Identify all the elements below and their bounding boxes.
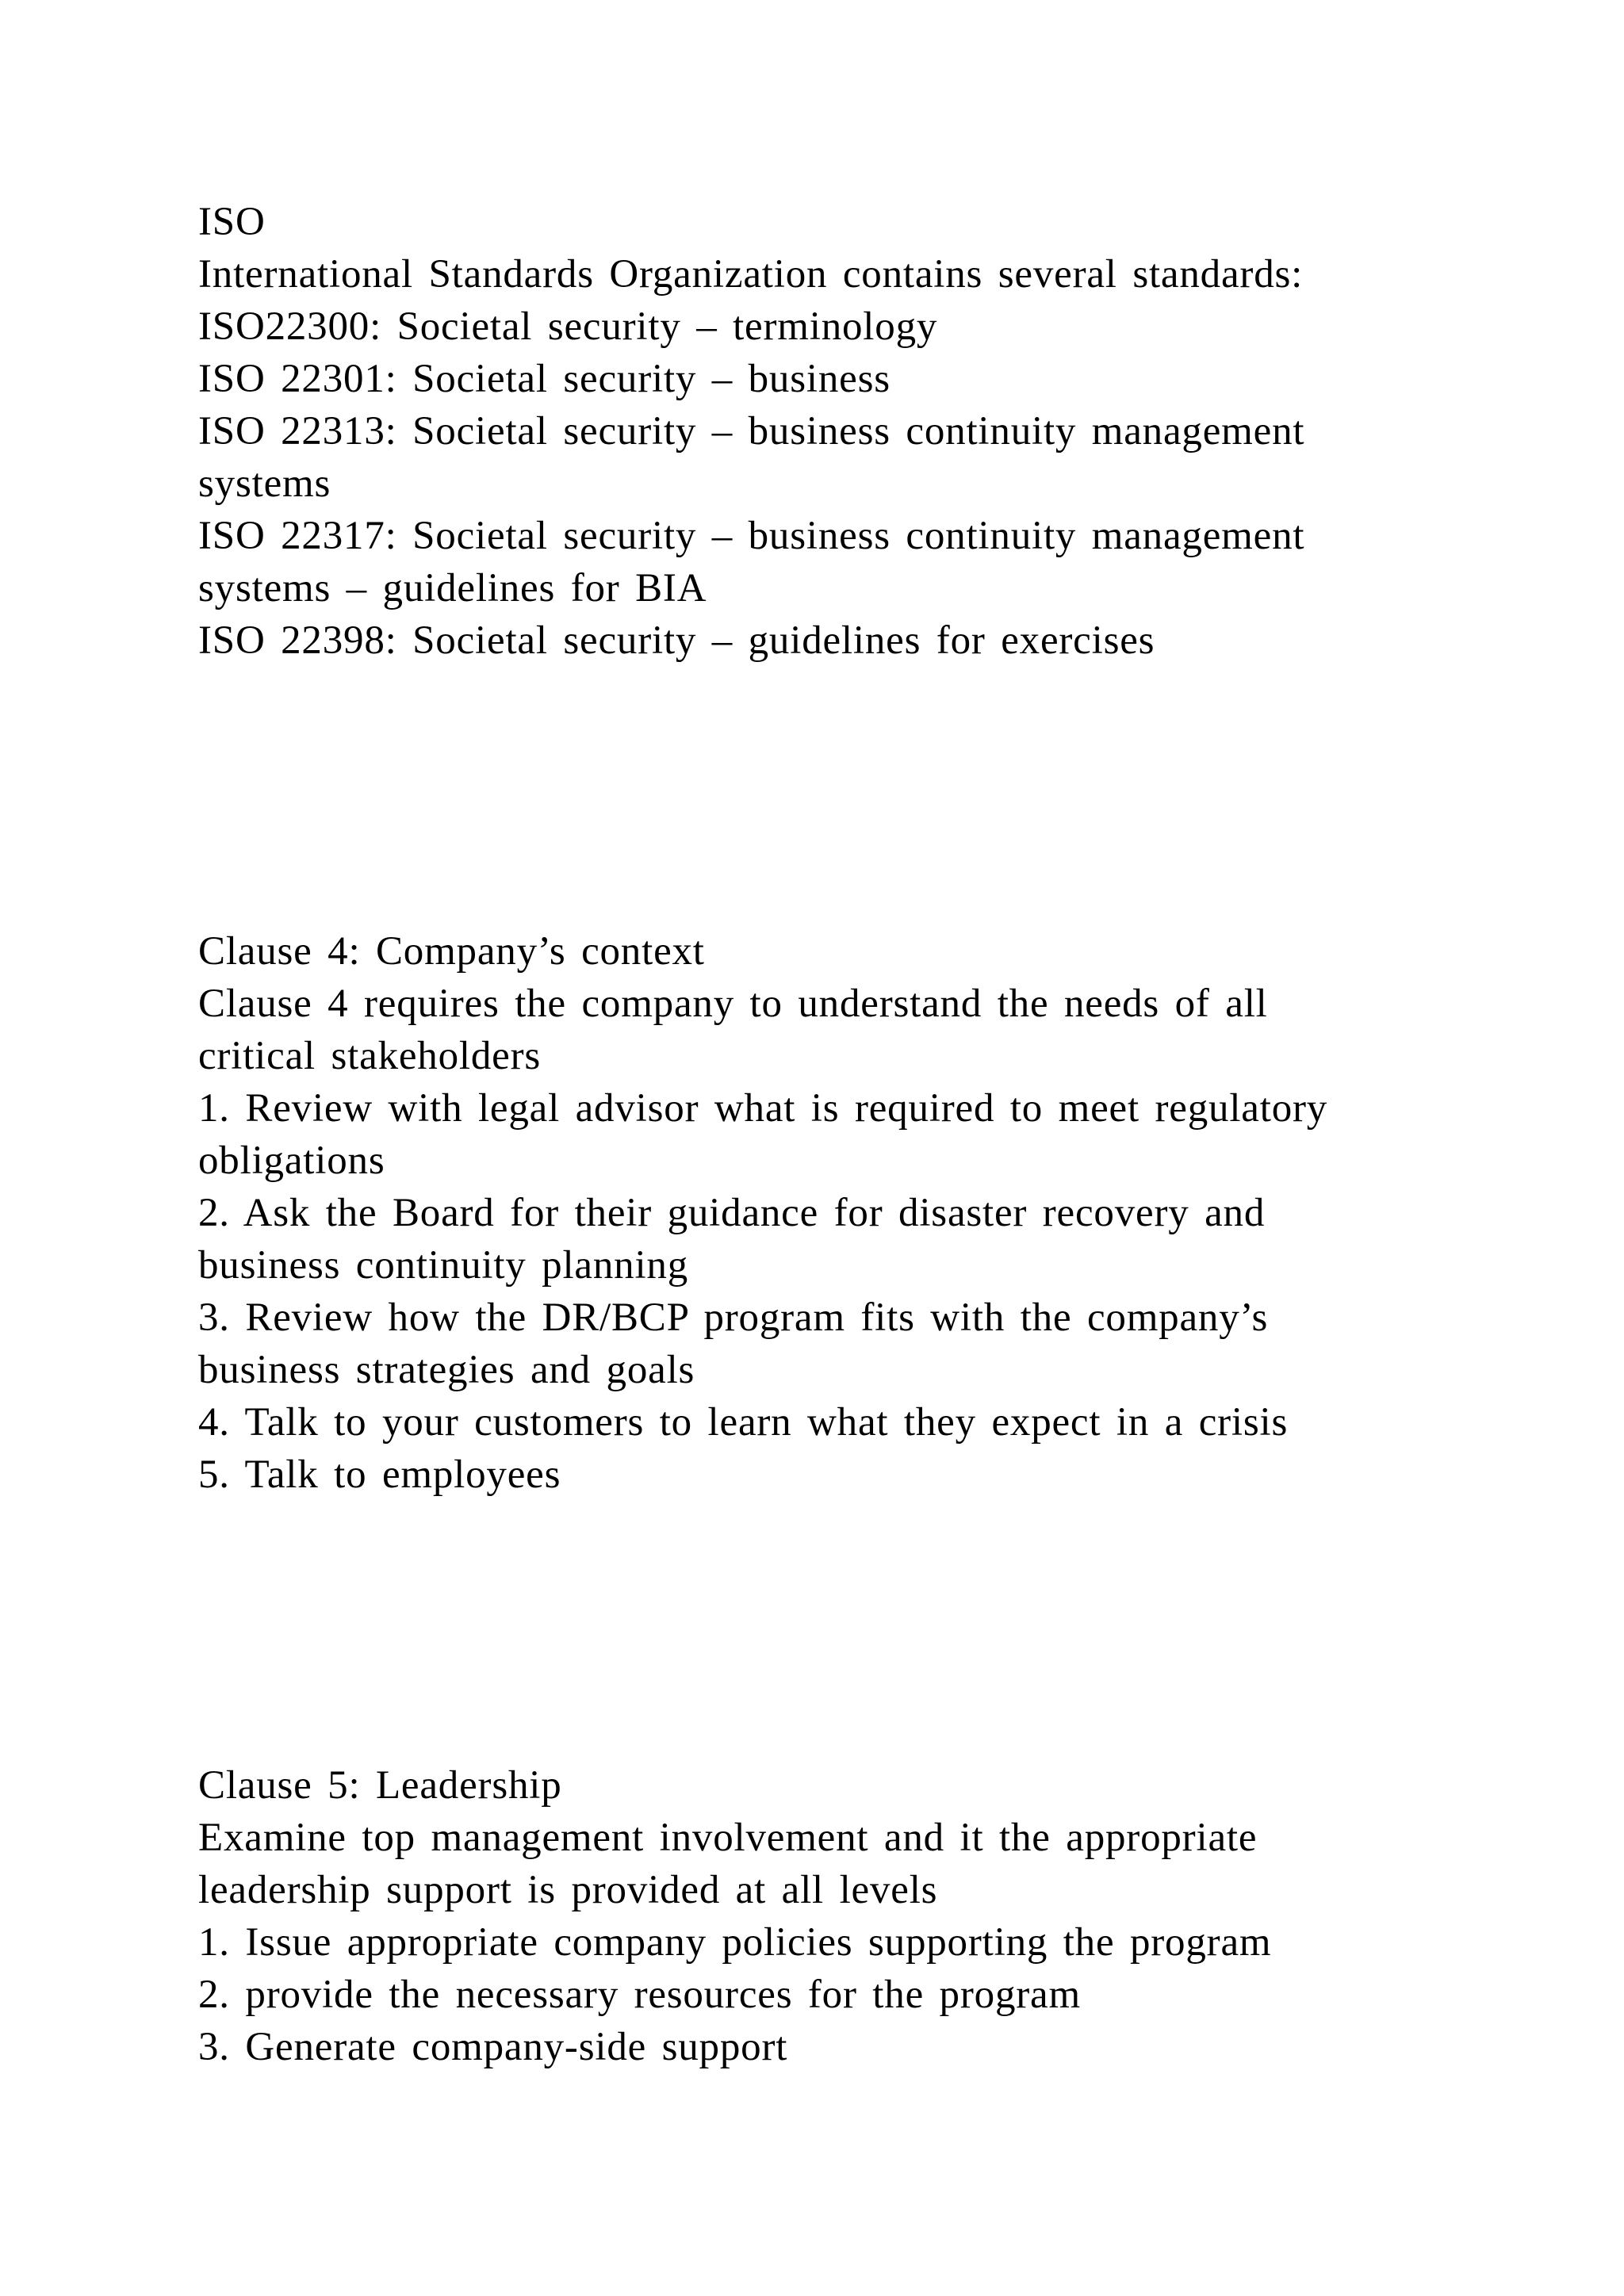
text-line: Examine top management involvement and it the appropriate xyxy=(198,1816,1258,1860)
text-line: ISO 22317: Societal security – business continuity management xyxy=(198,514,1305,558)
text-line: ISO 22398: Societal security – guidelines for exercises xyxy=(198,618,1155,663)
text-line: ISO 22313: Societal security – business continuity management xyxy=(198,409,1305,453)
section-iso-standards xyxy=(198,196,1435,667)
text-line: 5. Talk to employees xyxy=(198,1452,561,1497)
text-line: critical stakeholders xyxy=(198,1034,542,1078)
text-line: ISO22300: Societal security – terminology xyxy=(198,304,938,349)
text-line: 4. Talk to your customers to learn what they expect in a crisis xyxy=(198,1400,1289,1445)
text-line: 2. provide the necessary resources for the program xyxy=(198,1973,1081,2017)
section-clause-5 xyxy=(198,1759,1435,2073)
text-line: business continuity planning xyxy=(198,1243,689,1288)
text-line: International Standards Organization contains several standards: xyxy=(198,252,1304,297)
section-heading: Clause 4: Company’s context xyxy=(198,929,705,974)
text-line: systems – guidelines for BIA xyxy=(198,566,707,610)
text-line: 1. Issue appropriate company policies supporting the program xyxy=(198,1920,1272,1965)
text-line: 2. Ask the Board for their guidance for disaster recovery and xyxy=(198,1191,1266,1235)
text-line: Clause 4 requires the company to understand the needs of all xyxy=(198,982,1268,1026)
section-heading: ISO xyxy=(198,200,266,244)
text-line: 3. Generate company-side support xyxy=(198,2025,788,2069)
text-line: systems xyxy=(198,461,331,506)
text-line: leadership support is provided at all levels xyxy=(198,1868,938,1912)
section-heading: Clause 5: Leadership xyxy=(198,1763,562,1808)
text-line: business strategies and goals xyxy=(198,1348,695,1392)
text-line: ISO 22301: Societal security – business xyxy=(198,357,891,401)
text-line: 1. Review with legal advisor what is required to meet regulatory xyxy=(198,1086,1328,1131)
text-line: 3. Review how the DR/BCP program fits with the company’s xyxy=(198,1295,1269,1340)
text-line: obligations xyxy=(198,1138,385,1183)
section-clause-4 xyxy=(198,925,1435,1501)
